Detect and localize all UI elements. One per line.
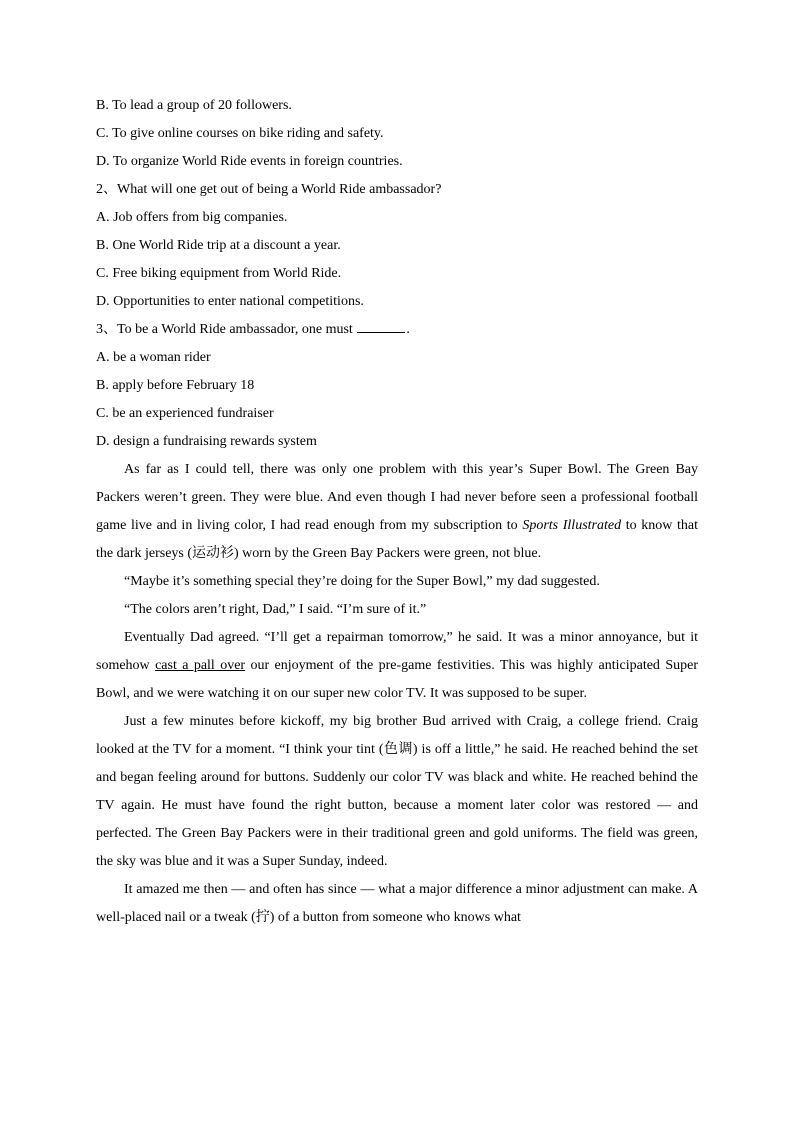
q3-stem	[96, 316, 698, 344]
q3-option-a: A. be a woman rider	[96, 350, 211, 365]
magazine-title: Sports Illustrated	[522, 518, 622, 533]
passage-paragraph-5: Just a few minutes before kickoff, my big brother Bud arrived with Craig, a college friend. Craig looked at the TV for a moment. “I think your tint (色调) is off a little,” he said. He reached behind the set and began feeling around for buttons. Suddenly our color TV was black and white. He reached behind the TV again. He must have found the right button, because a moment later color was restored — and perfected. The Green Bay Packers were in their traditional green and gold uniforms. The field was green, the sky was blue and it was a Super Sunday, indeed.	[96, 714, 698, 869]
passage-paragraph-1	[96, 456, 698, 568]
paragraph-text: our enjoyment of the pre-game festivities. This was highly anticipated Super Bowl, and we were watching it on our super new color TV. It was supposed to be super.	[96, 658, 698, 701]
passage-paragraph-2: “Maybe it’s something special they’re doing for the Super Bowl,” my dad suggested.	[124, 574, 600, 589]
passage-paragraph-4	[96, 624, 698, 708]
q1-option-d: D. To organize World Ride events in foreign countries.	[96, 154, 403, 169]
q1-option-c: C. To give online courses on bike riding and safety.	[96, 126, 384, 141]
q3-option-b: B. apply before February 18	[96, 378, 255, 393]
paragraph-text: to know that the dark jerseys (运动衫) worn by the Green Bay Packers were green, not blue.	[96, 518, 698, 561]
q3-option-d: D. design a fundraising rewards system	[96, 434, 317, 449]
underlined-phrase: cast a pall over	[155, 658, 246, 673]
q3-stem-text: 3、To be a World Ride ambassador, one must	[96, 322, 357, 337]
paragraph-text: Eventually Dad agreed. “I’ll get a repairman tomorrow,” he said. It was a minor annoyance, but it somehow	[96, 630, 698, 673]
q3-stem-end: .	[406, 322, 410, 337]
document-page	[96, 92, 698, 932]
answer-blank	[357, 318, 405, 333]
q2-option-a: A. Job offers from big companies.	[96, 210, 288, 225]
passage-paragraph-6: It amazed me then — and often has since — what a major difference a minor adjustment can make. A well-placed nail or a tweak (拧) of a button from someone who knows what	[96, 882, 698, 925]
passage-paragraph-3: “The colors aren’t right, Dad,” I said. “I’m sure of it.”	[124, 602, 427, 617]
q3-option-c: C. be an experienced fundraiser	[96, 406, 274, 421]
paragraph-text: As far as I could tell, there was only one problem with this year’s Super Bowl. The Green Bay Packers weren’t green. They were blue. And even though I had never before seen a professional football game live and in living color, I had read enough from my subscription to	[96, 462, 698, 533]
q2-option-b: B. One World Ride trip at a discount a year.	[96, 238, 341, 253]
q2-stem: 2、What will one get out of being a World Ride ambassador?	[96, 182, 442, 197]
q2-option-d: D. Opportunities to enter national competitions.	[96, 294, 364, 309]
q1-option-b: B. To lead a group of 20 followers.	[96, 98, 292, 113]
q2-option-c: C. Free biking equipment from World Ride.	[96, 266, 342, 281]
